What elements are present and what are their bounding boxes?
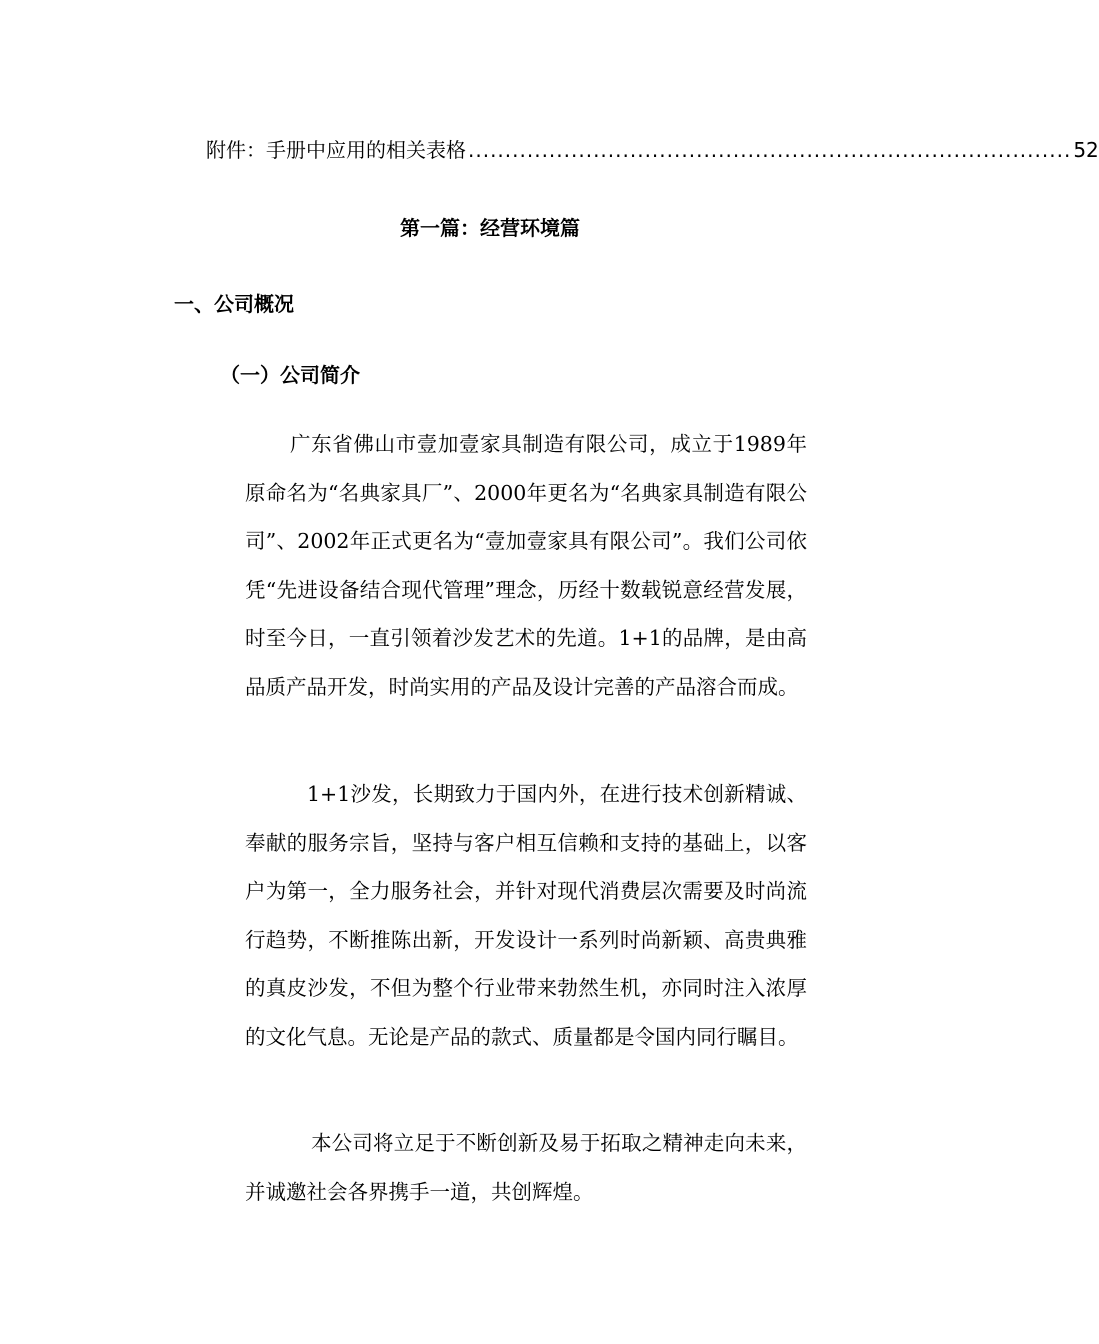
toc-leader-dots: .................................................................................. xyxy=(468,138,1072,162)
paragraph-company-future: 本公司将立足于不断创新及易于拓取之精神走向未来，并诚邀社会各界携手一道，共创辉煌。 xyxy=(245,1131,807,1204)
subsection-heading: （一）公司简介 xyxy=(220,363,360,387)
toc-entry[interactable] xyxy=(206,132,1099,168)
paragraph-company-mission: 1+1沙发，长期致力于国内外，在进行技术创新精诚、奉献的服务宗旨，坚持与客户相互信赖和支持的基础上，以客户为第一，全力服务社会，并针对现代消费层次需要及时尚流行趋势，不断推陈出新，开发设计一系列时尚新颖、高贵典雅的真皮沙发，不但为整个行业带来勃然生机，亦同时注入浓厚的文化气息。无论是产品的款式、质量都是令国内同行瞩目。 xyxy=(245,782,807,1049)
part-title: 第一篇：经营环境篇 xyxy=(400,216,580,240)
paragraph-company-history: 广东省佛山市壹加壹家具制造有限公司，成立于1989年原命名为“名典家具厂”、2000年更名为“名典家具制造有限公司”、2002年正式更名为“壹加壹家具有限公司”。我们公司依凭“先进设备结合现代管理”理念，历经十数载锐意经营发展，时至今日，一直引领着沙发艺术的先道。1+1的品牌，是由高品质产品开发，时尚实用的产品及设计完善的产品溶合而成。 xyxy=(245,432,807,699)
section-heading: 一、公司概况 xyxy=(174,292,294,316)
toc-page-number: 52 xyxy=(1073,138,1099,162)
toc-entry-label: 附件：手册中应用的相关表格 xyxy=(206,138,466,162)
